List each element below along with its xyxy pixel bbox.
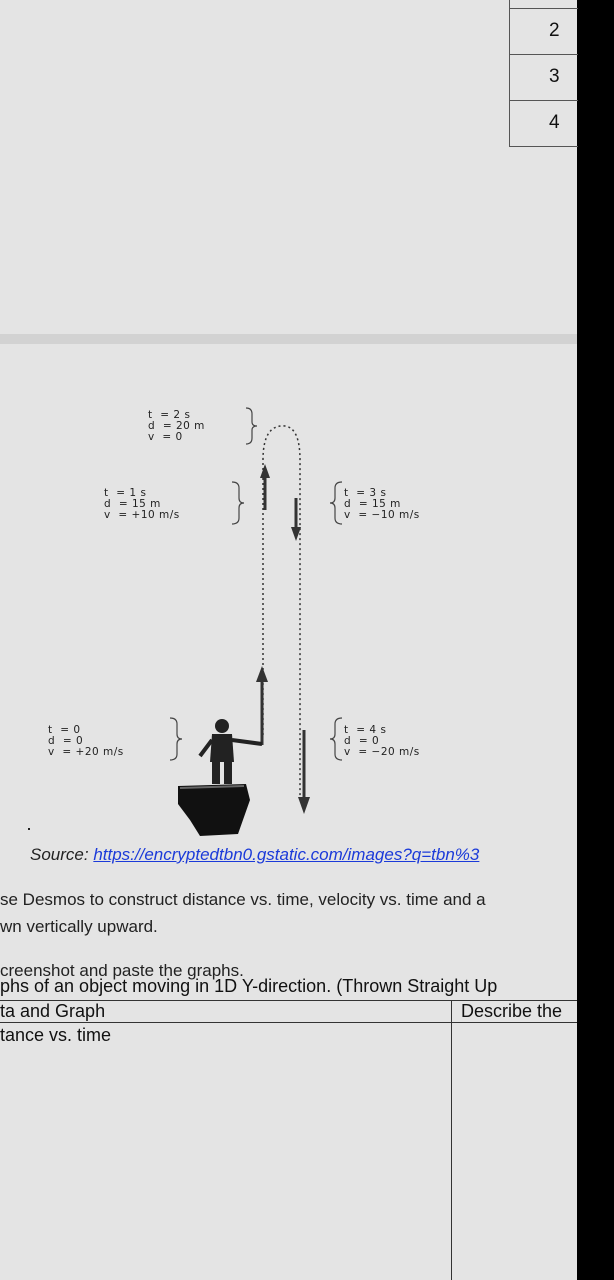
arrowhead-up-icon [256,666,268,682]
arrowhead-up-icon [260,464,270,478]
projectile-figure [0,390,577,840]
brace-end [330,718,342,760]
section-divider [0,334,577,344]
source-line [30,845,479,865]
brace-start [170,718,182,760]
row-number: 2 [549,20,560,41]
instruction-line-2: wn vertically upward. [0,917,158,936]
dot-marker [28,828,30,830]
projectile-diagram [0,390,577,840]
trial-number-table [509,0,578,147]
graphs-table [0,1000,577,1280]
person-figure [200,719,262,784]
label-down: t = 3 s d = 15 m v = −10 m/s [344,487,420,521]
table-header-describe: Describe the [461,1001,563,1021]
instruction-line-1: se Desmos to construct distance vs. time, velocity vs. time and a [0,890,486,909]
table-header-data-graph: ta and Graph [0,1001,106,1021]
table-row [510,0,578,9]
label-top: t = 2 s d = 20 m v = 0 [148,409,205,443]
row-number: 3 [549,66,560,87]
trajectory-path [263,426,300,800]
arrowhead-down-icon [298,797,310,814]
brace-down [330,482,342,524]
black-edge-bar [577,0,614,1280]
table-column-divider [451,1000,452,1280]
source-prefix: Source: [30,845,89,864]
table-row [510,9,578,55]
label-start: t = 0 d = 0 v = +20 m/s [48,724,124,758]
table-title: phs of an object moving in 1D Y-direction. (Thrown Straight Up [0,976,498,996]
table-row [510,101,578,147]
label-up: t = 1 s d = 15 m v = +10 m/s [104,487,180,521]
table-header-border [0,1022,577,1023]
label-end: t = 4 s d = 0 v = −20 m/s [344,724,420,758]
row-number: 4 [549,112,560,133]
table-row [510,55,578,101]
cliff-rock [178,784,250,836]
table-cell-distance-time[interactable]: tance vs. time [0,1025,112,1045]
brace-top [246,408,257,444]
source-link[interactable]: https://encryptedtbn0.gstatic.com/images?q=tbn%3 [93,845,480,864]
brace-up [232,482,244,524]
instruction-line-3: creenshot and paste the graphs. [0,961,244,980]
